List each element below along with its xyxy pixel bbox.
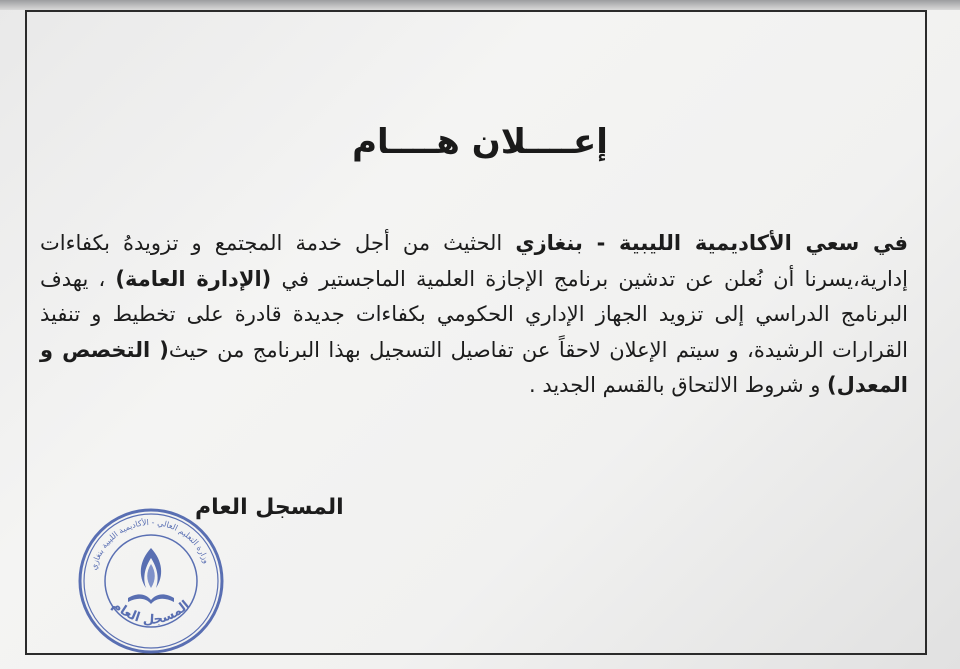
stamp-bottom-text: المسجل العام (109, 597, 193, 628)
flame-logo-icon (128, 548, 174, 604)
official-stamp (76, 506, 226, 656)
signature-title: المسجل العام (195, 495, 344, 520)
body-text-part-3: و شروط الالتحاق بالقسم الجديد . (528, 373, 828, 398)
body-text-part-2: ، يهدف البرنامج الدراسي إلى تزويد الجهاز الإداري الحكومي بكفاءات جديدة قادرة على تخطيط و تنفيذ القرارات الرشيدة، و سيتم الإعلان لاحقاً عن تفاصيل التسجيل بهذا البرنامج من حيث (40, 266, 909, 362)
program-name: (الإدارة العامة) (115, 266, 272, 291)
body-text-part-1: الحثيث من أجل خدمة المجتمع و تزويدهُ بكفاءات إدارية،يسرنا أن نُعلن عن تدشين برنامج الإجازة العلمية الماجستير في (40, 231, 908, 291)
intro-bold-text: في سعي الأكاديمية الليبية - بنغازي (515, 231, 909, 255)
page-shadow (0, 0, 960, 10)
criteria-text: ( التخصص و المعدل) (40, 337, 908, 398)
announcement-body (40, 226, 908, 404)
announcement-title: إعــــلان هــــام (352, 122, 608, 162)
stamp-ring-text: وزارة التعليم العالي - الأكاديمية الليبية بنغازي (89, 517, 211, 572)
